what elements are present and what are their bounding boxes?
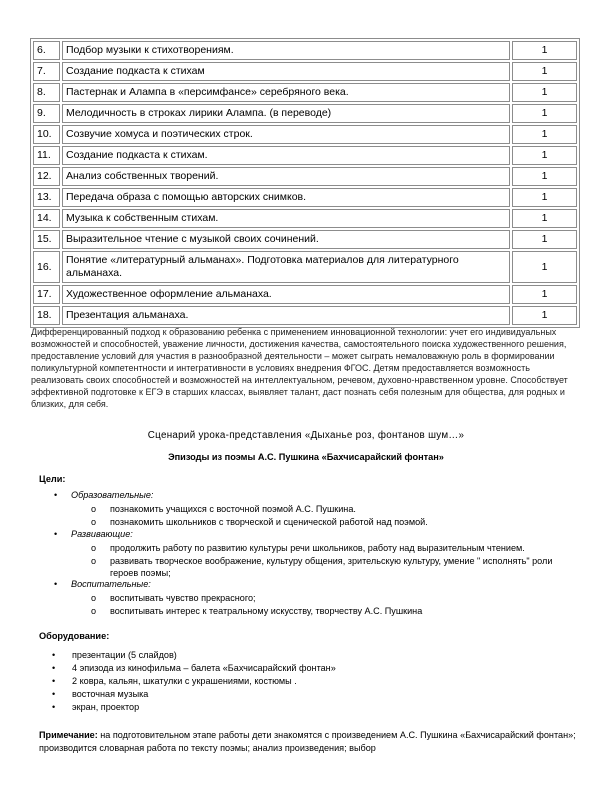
plan-row: [33, 251, 577, 283]
bullet-icon: •: [52, 650, 56, 660]
sub-bullet-icon: o: [91, 517, 97, 527]
plan-row: [33, 62, 577, 81]
hours-cell: 1: [512, 209, 577, 228]
lesson-plan-table: [30, 38, 580, 328]
bullet-icon: •: [52, 689, 56, 699]
plan-row: [33, 306, 577, 325]
sub-bullet-icon: o: [91, 606, 97, 616]
hours-cell: 1: [512, 230, 577, 249]
goal-item-text: познакомить школьников с творческой и сценической работой над поэмой.: [110, 517, 428, 527]
plan-row: [33, 285, 577, 304]
goal-category-label: Воспитательные: [71, 579, 149, 589]
hours-cell: 1: [512, 167, 577, 186]
goal-item-text: познакомить учащихся с восточной поэмой А.С. Пушкина.: [110, 504, 356, 514]
row-number-cell: 6.: [33, 41, 60, 60]
row-number-cell: 14.: [33, 209, 60, 228]
hours-cell: 1: [512, 188, 577, 207]
plan-row: [33, 167, 577, 186]
topic-cell: Музыка к собственным стихам.: [62, 209, 510, 228]
note-paragraph: [39, 729, 584, 754]
sub-bullet-icon: o: [91, 504, 97, 514]
topic-cell: Созвучие хомуса и поэтических строк.: [62, 125, 510, 144]
hours-cell: 1: [512, 104, 577, 123]
topic-cell: Понятие «литературный альманах». Подготовка материалов для литературного альманаха.: [62, 251, 510, 283]
goal-item-text: воспитывать чувство прекрасного;: [110, 593, 256, 603]
topic-cell: Анализ собственных творений.: [62, 167, 510, 186]
equipment-label: Оборудование:: [39, 631, 110, 641]
hours-cell: 1: [512, 146, 577, 165]
bullet-icon: •: [54, 490, 58, 500]
note-label: Примечание:: [39, 730, 98, 740]
equipment-item-text: экран, проектор: [72, 702, 140, 712]
row-number-cell: 12.: [33, 167, 60, 186]
plan-row: [33, 230, 577, 249]
equipment-item-text: 4 эпизода из кинофильма – балета «Бахчисарайский фонтан»: [72, 663, 336, 673]
plan-row: [33, 209, 577, 228]
note-text: на подготовительном этапе работы дети знакомятся с произведением А.С. Пушкина «Бахчисарайский фонтан»; производится словарная работа по тексту поэмы; анализ произведения; выбор: [39, 730, 576, 753]
plan-row: [33, 188, 577, 207]
equipment-item-text: восточная музыка: [72, 689, 149, 699]
topic-cell: Художественное оформление альманаха.: [62, 285, 510, 304]
topic-cell: Создание подкаста к стихам: [62, 62, 510, 81]
row-number-cell: 18.: [33, 306, 60, 325]
plan-row: [33, 83, 577, 102]
lesson-title: Сценарий урока-представления «Дыханье роз, фонтанов шум…»: [147, 430, 465, 441]
sub-bullet-icon: o: [91, 543, 97, 553]
sub-bullet-icon: o: [91, 593, 97, 603]
lesson-plan-body: [33, 41, 577, 325]
topic-cell: Передача образа с помощью авторских снимков.: [62, 188, 510, 207]
topic-cell: Пастернак и Алампа в «персимфансе» серебряного века.: [62, 83, 510, 102]
goal-category-label: Развивающие: [71, 529, 131, 539]
bullet-icon: •: [52, 663, 56, 673]
sub-bullet-icon: o: [91, 556, 97, 566]
bullet-icon: •: [54, 579, 58, 589]
row-number-cell: 8.: [33, 83, 60, 102]
topic-cell: Мелодичность в строках лирики Алампа. (в переводе): [62, 104, 510, 123]
row-number-cell: 17.: [33, 285, 60, 304]
row-number-cell: 15.: [33, 230, 60, 249]
intro-paragraph: Дифференцированный подход к образованию ребенка с применением инновационной технологии: учет его индивидуальных возможностей и способностей, уважение личности, достижения качества, самостоятельного поиска художественного решения, предоставление условий для участия в разнообразной деятельности – может сыграть немаловажную роль в формировании поликультурной компетентности и интегративности в условиях внедрения ФГОС. Детям предоставляется возможность реализовать своих способностей и возможностей на интеллектуальном, речевом, духовно-нравственном уровне. Способствует эффективной подготовке к ЕГЭ в старших классах, выявляет талант, даст познать себя полезным для общества, для родных и близких, для себя.: [31, 327, 568, 409]
goal-item-text: воспитывать интерес к театральному искусству, творчеству А.С. Пушкина: [110, 606, 423, 616]
topic-cell: Выразительное чтение с музыкой своих сочинений.: [62, 230, 510, 249]
equipment-item-text: презентации (5 слайдов): [72, 650, 177, 660]
row-number-cell: 10.: [33, 125, 60, 144]
plan-row: [33, 41, 577, 60]
goals-label: Цели:: [39, 474, 66, 484]
row-number-cell: 13.: [33, 188, 60, 207]
row-number-cell: 16.: [33, 251, 60, 283]
bullet-icon: •: [52, 702, 56, 712]
row-number-cell: 9.: [33, 104, 60, 123]
hours-cell: 1: [512, 83, 577, 102]
goal-item-text: продолжить работу по развитию культуры речи школьников, работу над выразительным чтением.: [110, 543, 525, 553]
bullet-icon: •: [54, 529, 58, 539]
plan-row: [33, 146, 577, 165]
hours-cell: 1: [512, 41, 577, 60]
row-number-cell: 11.: [33, 146, 60, 165]
row-number-cell: 7.: [33, 62, 60, 81]
lesson-subtitle: Эпизоды из поэмы А.С. Пушкина «Бахчисарайский фонтан»: [168, 452, 444, 462]
topic-cell: Презентация альманаха.: [62, 306, 510, 325]
goal-category-label: Образовательные: [71, 490, 151, 500]
hours-cell: 1: [512, 125, 577, 144]
hours-cell: 1: [512, 251, 577, 283]
plan-row: [33, 104, 577, 123]
topic-cell: Подбор музыки к стихотворениям.: [62, 41, 510, 60]
bullet-icon: •: [52, 676, 56, 686]
hours-cell: 1: [512, 285, 577, 304]
plan-row: [33, 125, 577, 144]
hours-cell: 1: [512, 62, 577, 81]
hours-cell: 1: [512, 306, 577, 325]
equipment-item-text: 2 ковра, кальян, шкатулки с украшениями, костюмы .: [72, 676, 297, 686]
goal-item-text: развивать творческое воображение, культуру общения, зрительскую культуру, умение " исполнять" роли героев поэмы;: [110, 556, 553, 578]
topic-cell: Создание подкаста к стихам.: [62, 146, 510, 165]
